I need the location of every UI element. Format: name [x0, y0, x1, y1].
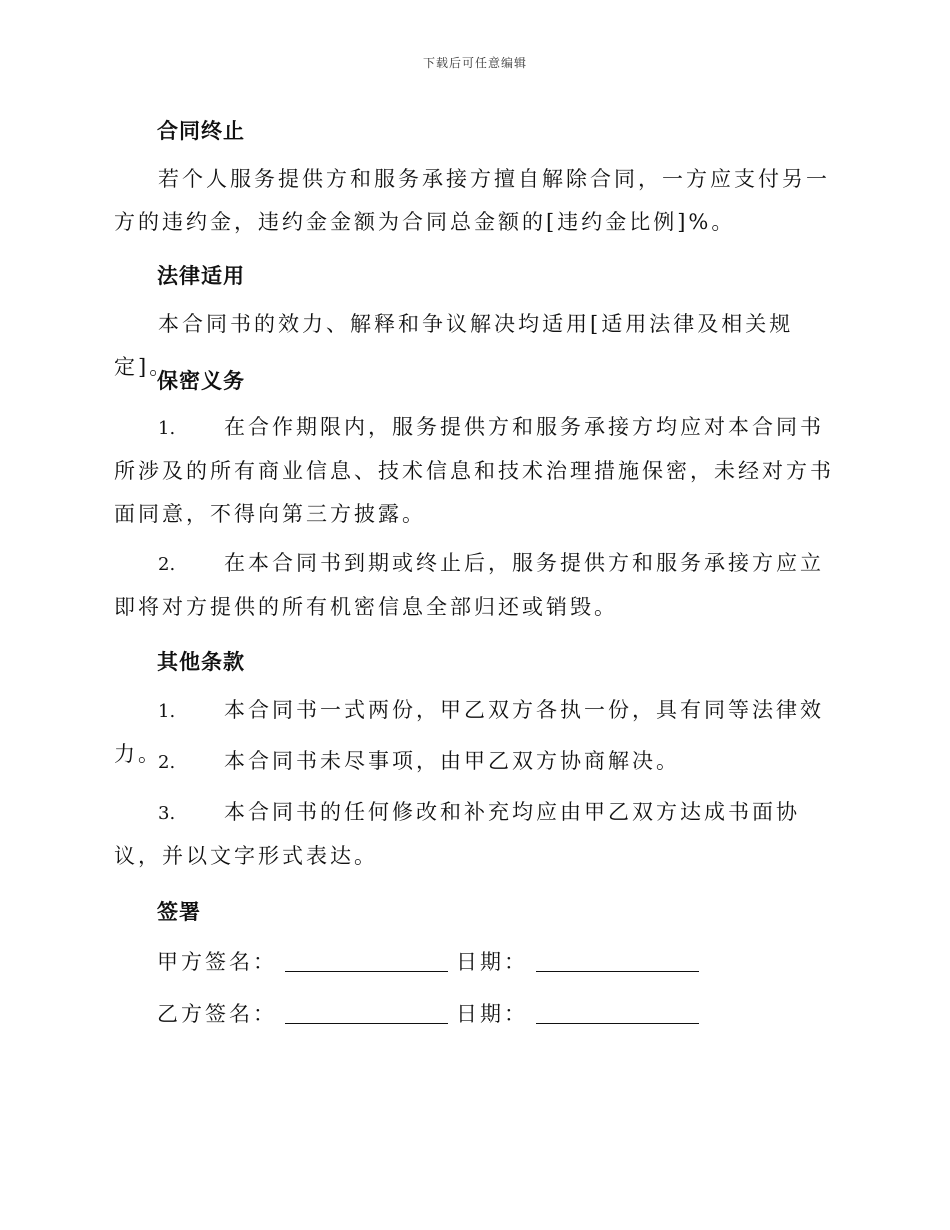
list-text: 本合同书未尽事项，由甲乙双方协商解决。	[224, 749, 680, 773]
signature-row-a	[157, 946, 707, 976]
list-item	[114, 740, 834, 784]
section-title-confidential: 保密义务	[157, 368, 245, 393]
list-text: 本合同书的任何修改和补充均应由甲乙双方达成书面协议，并以文字形式表达。	[114, 800, 800, 868]
termination-paragraph	[114, 158, 834, 244]
party-b-label: 乙方签名：	[157, 1002, 277, 1026]
party-a-signature-line[interactable]	[285, 970, 448, 972]
section-title-signature: 签署	[157, 899, 201, 924]
date-label: 日期：	[456, 950, 528, 974]
party-a-label: 甲方签名：	[157, 950, 277, 974]
party-a-date-line[interactable]	[536, 970, 699, 972]
section-title-other: 其他条款	[157, 649, 245, 674]
date-label: 日期：	[456, 1002, 528, 1026]
list-text: 本合同书一式两份，甲乙双方各执一份，具有同等法律效力。	[114, 698, 824, 766]
list-item	[114, 406, 834, 536]
termination-text: 若个人服务提供方和服务承接方擅自解除合同，一方应支付另一方的违约金，违约金金额为合同总金额的[违约金比例]%。	[114, 167, 830, 234]
list-number: 3.	[158, 803, 176, 824]
section-title-law: 法律适用	[157, 263, 245, 288]
signature-row-b	[157, 998, 707, 1028]
list-number: 2.	[158, 752, 176, 773]
party-b-signature-line[interactable]	[285, 1022, 448, 1024]
page-header: 下载后可任意编辑	[422, 56, 527, 70]
list-number: 1.	[158, 418, 176, 439]
list-item	[114, 791, 834, 878]
list-item	[114, 542, 834, 629]
law-text: 本合同书的效力、解释和争议解决均适用[适用法律及相关规定]。	[114, 312, 794, 379]
list-number: 1.	[158, 701, 176, 722]
party-b-date-line[interactable]	[536, 1022, 699, 1024]
list-text: 在合作期限内，服务提供方和服务承接方均应对本合同书所涉及的所有商业信息、技术信息和技术治理措施保密，未经对方书面同意，不得向第三方披露。	[114, 415, 834, 526]
list-number: 2.	[158, 554, 176, 575]
section-title-termination: 合同终止	[157, 118, 245, 143]
list-text: 在本合同书到期或终止后，服务提供方和服务承接方应立即将对方提供的所有机密信息全部归还或销毁。	[114, 551, 824, 619]
